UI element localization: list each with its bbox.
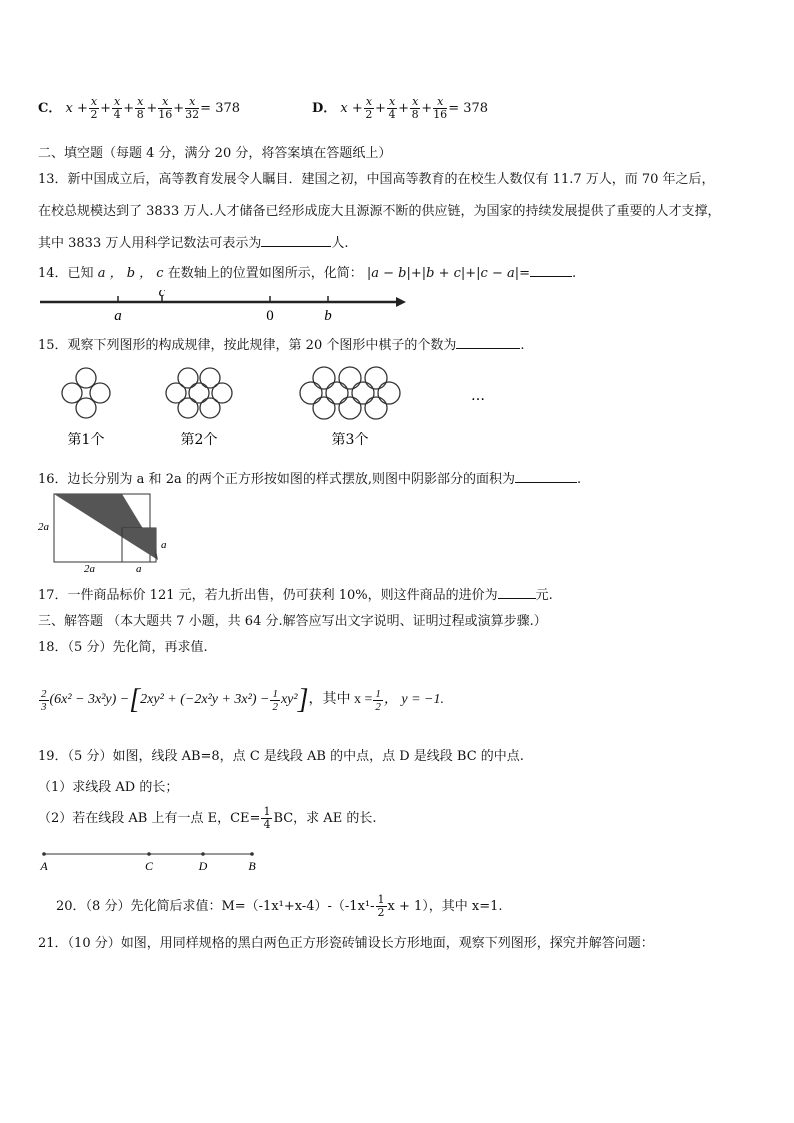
chess-piece (300, 382, 322, 404)
q16-text: 16．边长分别为 a 和 2a 的两个正方形按如图的样式摆放,则图中阴影部分的面积为 . (38, 472, 582, 487)
axis-label-b: b (324, 308, 332, 324)
chess-piece (365, 397, 387, 419)
squares-figure (30, 492, 180, 574)
fraction-term: $\frac{x}{2}$ (365, 95, 373, 121)
point-d: D (198, 859, 208, 873)
q14-text: 14．已知 a ， b ， c 在数轴上的位置如图所示，化简： |a − b|+|b + c|+|c − a|= . (38, 266, 577, 281)
point-c: C (144, 859, 154, 873)
section3-heading: 三、解答题 （本大题共 7 小题，共 64 分.解答应写出文字说明、证明过程或演算步骤.） (38, 614, 547, 629)
q19-stem: 19．（5 分）如图，线段 AB=8，点 C 是线段 AB 的中点，点 D 是线段 BC 的中点. (38, 749, 524, 764)
q21-text: 21．（10 分）如图，用同样规格的黑白两色正方形瓷砖铺设长方形地面，观察下列图形，探究并解答问题： (38, 936, 654, 951)
chess-piece (378, 382, 400, 404)
label-a-side: a (161, 539, 167, 551)
answer-blank[interactable] (515, 470, 577, 483)
fraction-term: $\frac{x}{32}$ (185, 95, 200, 121)
axis-label-0: 0 (266, 308, 274, 324)
label-a-bottom: a (136, 563, 142, 574)
axis-label-a: a (114, 308, 122, 324)
point-a: A (40, 859, 48, 873)
fraction-term: $\frac{x}{16}$ (158, 95, 173, 121)
option-c-label: C． (38, 101, 62, 116)
chess-piece (313, 367, 335, 389)
answer-blank[interactable] (261, 234, 331, 247)
q19-part2: （2）若在线段 AB 上有一点 E，CE= $\frac{1}{4}$ BC，求 AE 的长. (38, 805, 377, 831)
q17-text: 17．一件商品标价 121 元，若九折出售，仍可获利 10%，则这件商品的进价为 元. (38, 588, 553, 603)
q19-part1: （1）求线段 AD 的长； (38, 780, 179, 795)
fraction-term: $\frac{x}{8}$ (136, 95, 144, 121)
chess-piece (189, 383, 209, 403)
figure-caption-2: 第2个 (180, 432, 218, 448)
axis-label-c: c (158, 290, 166, 300)
option-d: D． x + $\frac{x}{2}$ + $\frac{x}{4}$ + $\frac{x}{8}$ + $\frac{x}{16}$ = 378 (312, 95, 489, 121)
q13-line3: 其中 3833 万人用科学记数法可表示为 人. (38, 236, 349, 251)
chess-piece (352, 382, 374, 404)
q18-text: 18．（5 分）先化简，再求值. (38, 640, 208, 655)
fraction-term: $\frac{x}{2}$ (90, 95, 98, 121)
section2-heading: 二、填空题（每题 4 分，满分 20 分，将答案填在答题纸上） (38, 146, 392, 161)
point-b: B (248, 859, 256, 873)
figure-caption-3: 第3个 (331, 432, 369, 448)
answer-blank[interactable] (530, 264, 572, 277)
fraction-term: $\frac{x}{8}$ (411, 95, 419, 121)
chess-piece (326, 382, 348, 404)
segment-figure (38, 846, 268, 876)
option-d-label: D． (312, 101, 337, 116)
chess-piece (76, 398, 96, 418)
q13-line1: 13．新中国成立后，高等教育发展令人瞩目．建国之初，中国高等教育的在校生人数仅有 11.7 万人，而 70 年之后， (38, 172, 715, 187)
fraction-term: $\frac{x}{16}$ (433, 95, 448, 121)
q20-text: 20．（8 分）先化简后求值：M=（-1x¹+x-4）-（-1x¹- $\frac{1}{2}$ x + 1），其中 x=1. (56, 893, 503, 919)
ellipsis: … (471, 388, 485, 404)
chess-piece (200, 398, 220, 418)
option-c: C． x + $\frac{x}{2}$ + $\frac{x}{4}$ + $\frac{x}{8}$ + $\frac{x}{16}$ + $\frac{x}{32}$ = 378 (38, 95, 241, 121)
chess-piece (365, 367, 387, 389)
number-line-figure (38, 290, 408, 324)
q13-line2: 在校总规模达到了 3833 万人.人才储备已经形成庞大且源源不断的供应链，为国家的持续发展提供了重要的人才支撑， (38, 204, 721, 219)
chess-piece (313, 397, 335, 419)
chess-piece (178, 398, 198, 418)
figure-caption-1: 第1个 (67, 432, 105, 448)
q18-expression: $\frac{2}{3}$ (6x² − 3x²y) −[2xy² + (−2x²y + 3x²) − $\frac{1}{2}$ xy²]，其中 x = $\frac{1}{2}$ ， y = −1. (41, 684, 444, 715)
chess-piece (339, 367, 361, 389)
label-2a-side: 2a (38, 521, 49, 533)
fraction-term: $\frac{x}{4}$ (388, 95, 396, 121)
label-2a-bottom: 2a (84, 563, 95, 574)
q15-text: 15．观察下列图形的构成规律，按此规律，第 20 个图形中棋子的个数为 . (38, 338, 525, 353)
answer-blank[interactable] (498, 586, 536, 599)
fraction-term: $\frac{x}{4}$ (113, 95, 121, 121)
chess-pattern-figure (38, 364, 498, 454)
answer-blank[interactable] (456, 336, 520, 349)
chess-piece (339, 397, 361, 419)
